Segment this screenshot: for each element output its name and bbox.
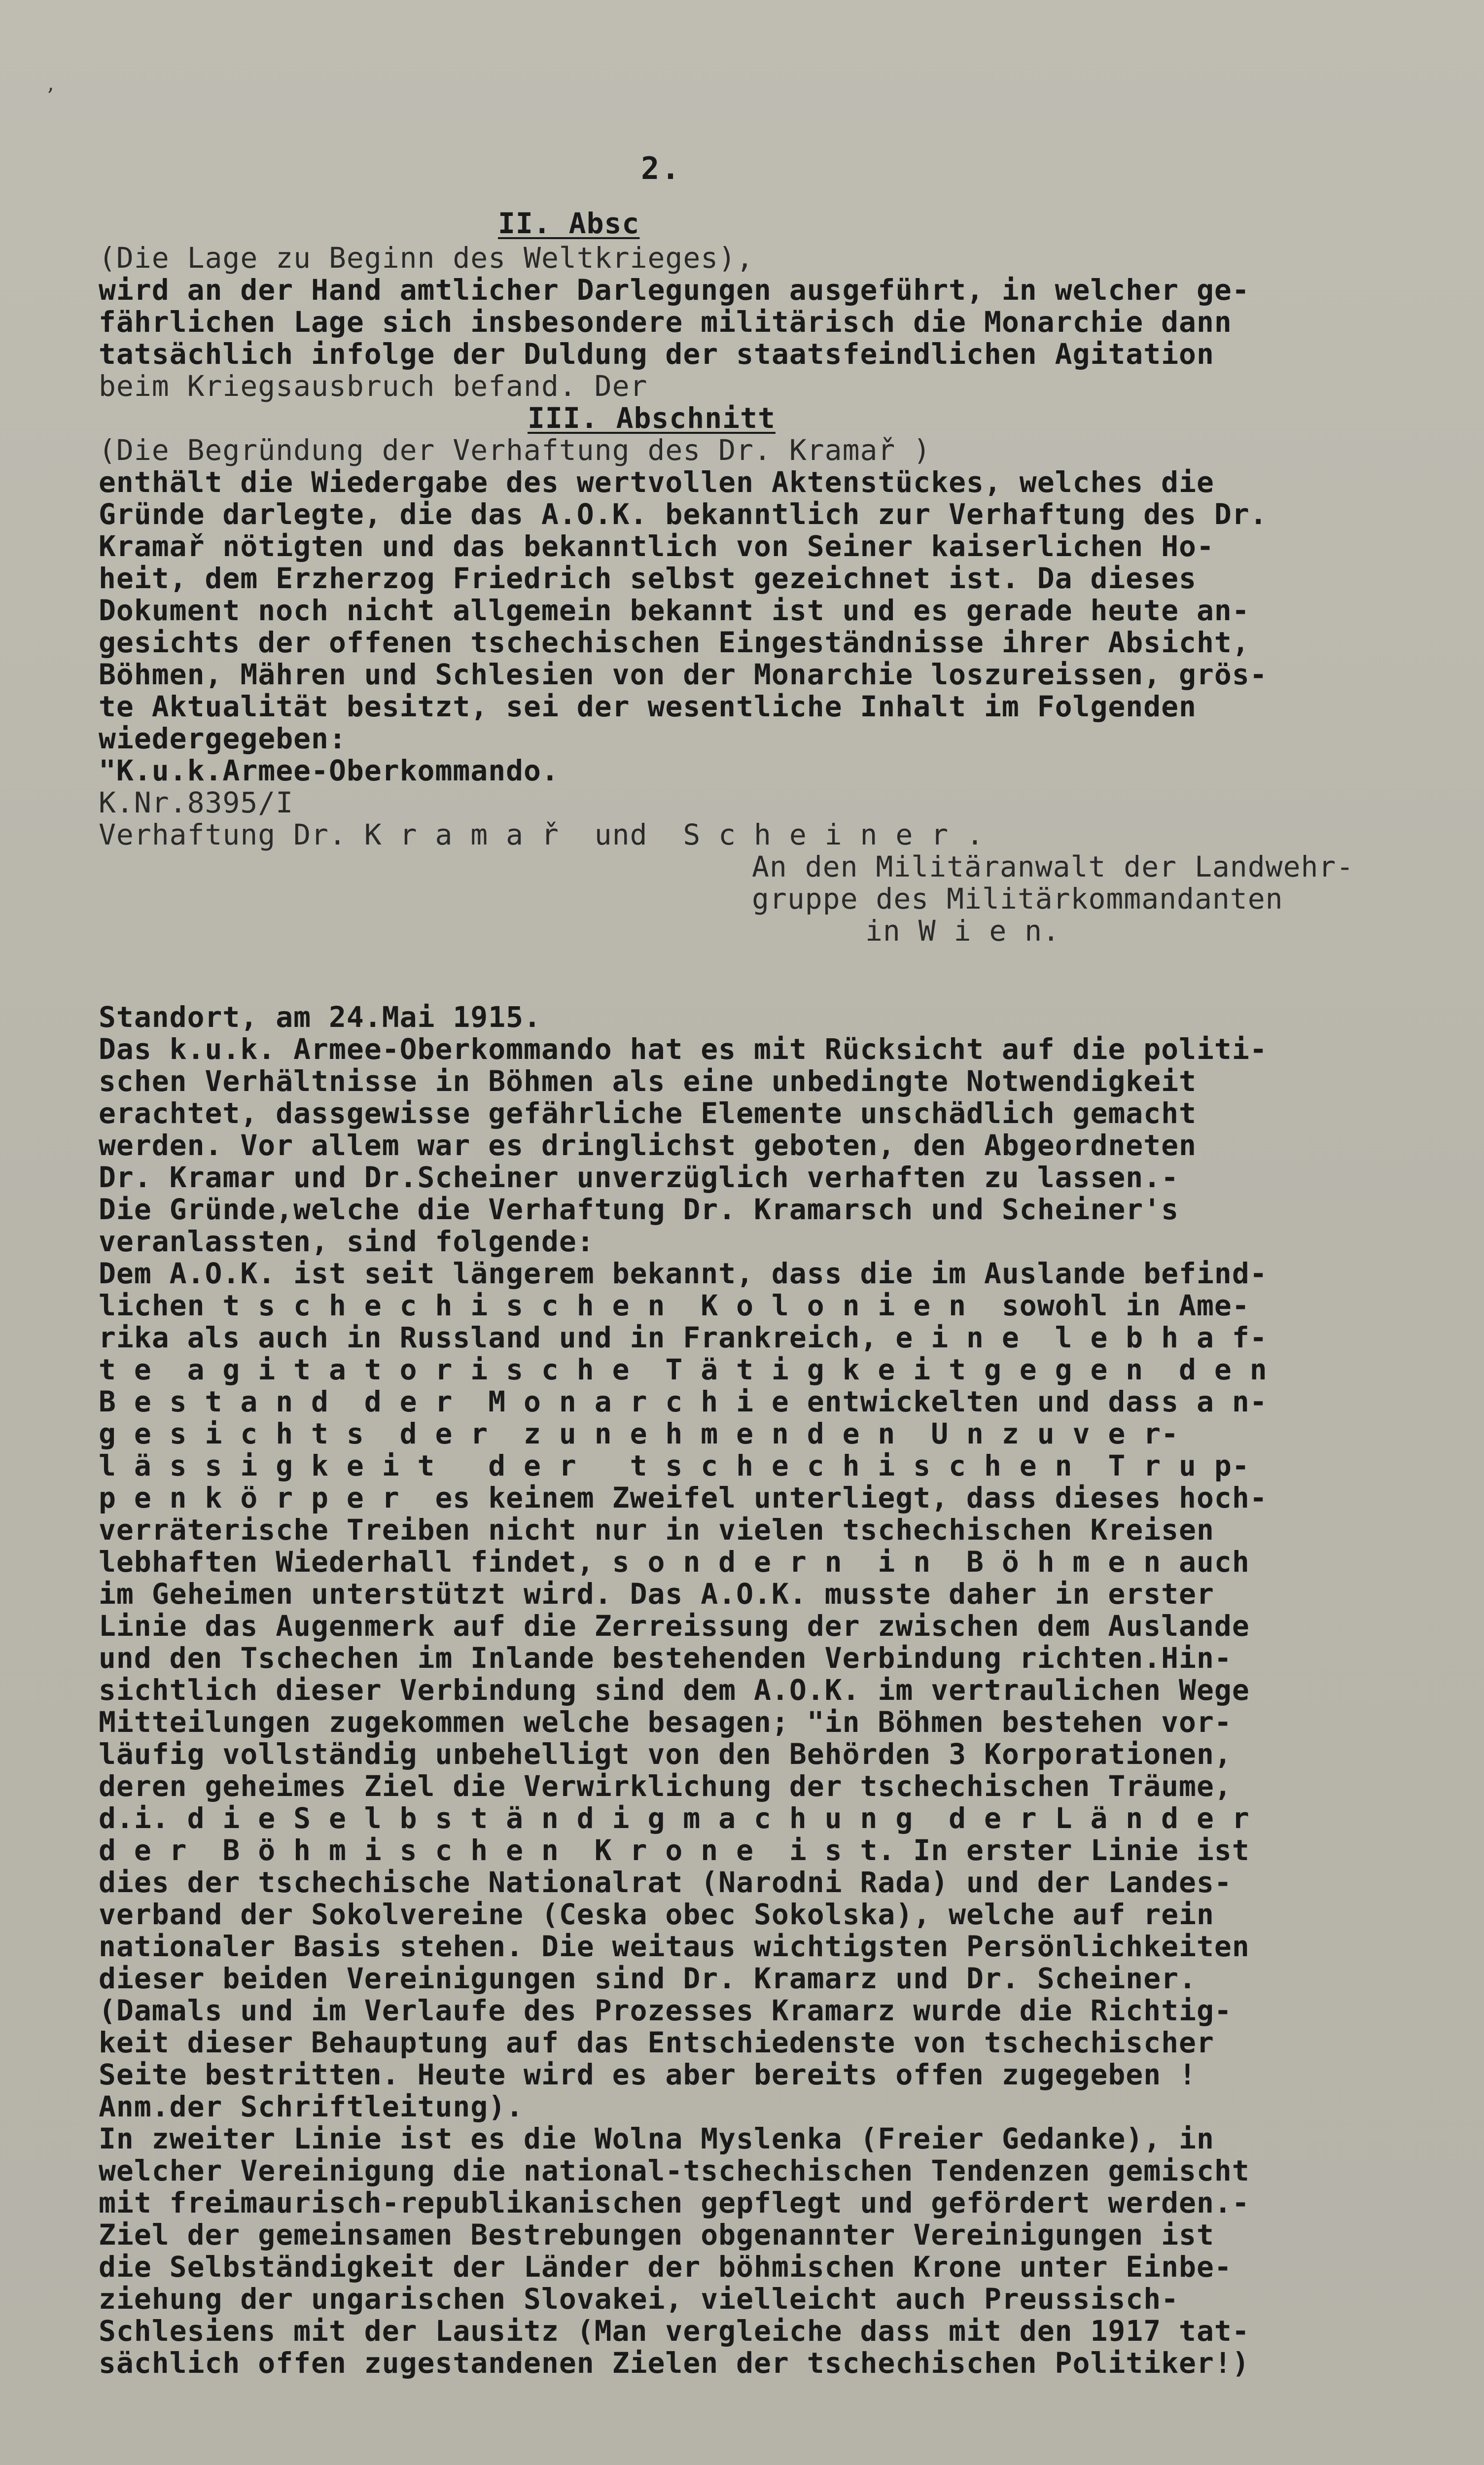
text-line: p e n k ö r p e r es keinem Zweifel unterliegt, dass dieses hoch-	[99, 1481, 1268, 1514]
text-line: Standort, am 24.Mai 1915.	[99, 1000, 541, 1034]
text-line: B e s t a n d d e r M o n a r c h i e entwickelten und dass a n-	[99, 1385, 1268, 1418]
text-line: Dem A.O.K. ist seit längerem bekannt, dass die im Auslande befind-	[99, 1257, 1268, 1290]
text-line: verband der Sokolvereine (Ceska obec Sokolska), welche auf rein	[99, 1898, 1214, 1931]
text-line: dieser beiden Vereinigungen sind Dr. Kramarz und Dr. Scheiner.	[99, 1962, 1197, 1995]
text-line: Dr. Kramar und Dr.Scheiner unverzüglich verhaften zu lassen.-	[99, 1161, 1179, 1194]
text-line: veranlassten, sind folgende:	[99, 1225, 595, 1258]
text-line: ziehung der ungarischen Slovakei, vielleicht auch Preussisch-	[99, 2282, 1179, 2316]
text-line: werden. Vor allem war es dringlichst geboten, den Abgeordneten	[99, 1128, 1197, 1162]
text-line: An den Militäranwalt der Landwehr-	[752, 850, 1354, 883]
text-line: Dokument noch nicht allgemein bekannt ist und es gerade heute an-	[99, 594, 1250, 627]
text-line: Kramař nötigten und das bekanntlich von Seiner kaiserlichen Ho-	[99, 529, 1214, 563]
text-line: Verhaftung Dr. K r a m a ř und S c h e i n e r .	[99, 818, 984, 851]
section-heading: II. Absc	[498, 207, 640, 240]
text-line: rika als auch in Russland und in Frankreich, e i n e l e b h a f-	[99, 1321, 1268, 1354]
text-line: verräterische Treiben nicht nur in vielen tschechischen Kreisen	[99, 1513, 1214, 1547]
text-line: Böhmen, Mähren und Schlesien von der Monarchie loszureissen, grös-	[99, 658, 1268, 691]
text-line: wird an der Hand amtlicher Darlegungen ausgeführt, in welcher ge-	[99, 273, 1250, 307]
text-line: nationaler Basis stehen. Die weitaus wichtigsten Persönlichkeiten	[99, 1930, 1250, 1963]
text-line: d e r B ö h m i s c h e n K r o n e i s t. In erster Linie ist	[99, 1833, 1250, 1867]
text-line: Die Gründe,welche die Verhaftung Dr. Kramarsch und Scheiner's	[99, 1193, 1179, 1226]
text-line: l ä s s i g k e i t d e r t s c h e c h i s c h e n T r u p-	[99, 1449, 1250, 1482]
text-line: lichen t s c h e c h i s c h e n K o l o n i e n sowohl in Ame-	[99, 1289, 1250, 1322]
text-line: Schlesiens mit der Lausitz (Man vergleiche dass mit den 1917 tat-	[99, 2314, 1250, 2348]
text-line: und den Tschechen im Inlande bestehenden Verbindung richten.Hin-	[99, 1641, 1232, 1675]
text-line: deren geheimes Ziel die Verwirklichung der tschechischen Träume,	[99, 1769, 1232, 1803]
text-line: welcher Vereinigung die national-tschechischen Tendenzen gemischt	[99, 2154, 1250, 2187]
text-line: lebhaften Wiederhall findet, s o n d e r n i n B ö h m e n auch	[99, 1545, 1250, 1579]
text-line: Linie das Augenmerk auf die Zerreissung der zwischen dem Auslande	[99, 1609, 1250, 1643]
text-line: K.Nr.8395/I	[99, 786, 294, 819]
text-line: schen Verhältnisse in Böhmen als eine unbedingte Notwendigkeit	[99, 1064, 1197, 1098]
text-line: heit, dem Erzherzog Friedrich selbst gezeichnet ist. Da dieses	[99, 562, 1197, 595]
text-line: d.i. d i e S e l b s t ä n d i g m a c h u n g d e r L ä n d e r	[99, 1801, 1250, 1835]
text-line: im Geheimen unterstützt wird. Das A.O.K. musste daher in erster	[99, 1577, 1214, 1611]
text-line: wiedergegeben:	[99, 722, 347, 755]
text-line: erachtet, dassgewisse gefährliche Elemente unschädlich gemacht	[99, 1096, 1197, 1130]
text-line: (Die Begründung der Verhaftung des Dr. Kramař )	[99, 433, 931, 467]
text-line: Gründe darlegte, die das A.O.K. bekanntlich zur Verhaftung des Dr.	[99, 497, 1268, 531]
text-line: tatsächlich infolge der Duldung der staatsfeindlichen Agitation	[99, 337, 1214, 371]
text-line: g e s i c h t s d e r z u n e h m e n d e n U n z u v e r-	[99, 1417, 1179, 1450]
text-line: Das k.u.k. Armee-Oberkommando hat es mit Rücksicht auf die politi-	[99, 1032, 1268, 1066]
text-line: In zweiter Linie ist es die Wolna Myslenka (Freier Gedanke), in	[99, 2122, 1214, 2155]
text-line: fährlichen Lage sich insbesondere militärisch die Monarchie dann	[99, 305, 1232, 339]
text-line: gruppe des Militärkommandanten	[752, 882, 1283, 916]
text-line: "K.u.k.Armee-Oberkommando.	[99, 754, 559, 787]
text-line: t e a g i t a t o r i s c h e T ä t i g k e i t g e g e n d e n	[99, 1353, 1268, 1386]
text-line: läufig vollständig unbehelligt von den Behörden 3 Korporationen,	[99, 1737, 1232, 1771]
text-line: Mitteilungen zugekommen welche besagen; "in Böhmen bestehen vor-	[99, 1705, 1232, 1739]
text-line: (Die Lage zu Beginn des Weltkrieges),	[99, 241, 754, 275]
text-line: gesichts der offenen tschechischen Eingeständnisse ihrer Absicht,	[99, 626, 1250, 659]
text-line: in W i e n.	[865, 914, 1060, 948]
text-line: enthält die Wiedergabe des wertvollen Aktenstückes, welches die	[99, 465, 1214, 499]
text-line: Seite bestritten. Heute wird es aber bereits offen zugegeben !	[99, 2058, 1197, 2091]
page-number: 2.	[641, 150, 682, 186]
text-line: sächlich offen zugestandenen Zielen der tschechischen Politiker!)	[99, 2346, 1250, 2380]
text-line: dies der tschechische Nationalrat (Narodni Rada) und der Landes-	[99, 1866, 1232, 1899]
text-line: sichtlich dieser Verbindung sind dem A.O.K. im vertraulichen Wege	[99, 1673, 1250, 1707]
text-line: (Damals und im Verlaufe des Prozesses Kramarz wurde die Richtig-	[99, 1994, 1232, 2027]
text-line: beim Kriegsausbruch befand. Der	[99, 369, 648, 403]
margin-mark: ’	[47, 84, 54, 109]
text-line: die Selbständigkeit der Länder der böhmischen Krone unter Einbe-	[99, 2250, 1232, 2284]
text-line: Ziel der gemeinsamen Bestrebungen obgenannter Vereinigungen ist	[99, 2218, 1214, 2252]
text-line: keit dieser Behauptung auf das Entschiedenste von tschechischer	[99, 2026, 1214, 2059]
text-line: te Aktualität besitzt, sei der wesentliche Inhalt im Folgenden	[99, 690, 1197, 723]
section-heading: III. Abschnitt	[528, 401, 776, 435]
text-line: mit freimaurisch-republikanischen gepflegt und gefördert werden.-	[99, 2186, 1250, 2219]
text-line: Anm.der Schriftleitung).	[99, 2090, 524, 2123]
